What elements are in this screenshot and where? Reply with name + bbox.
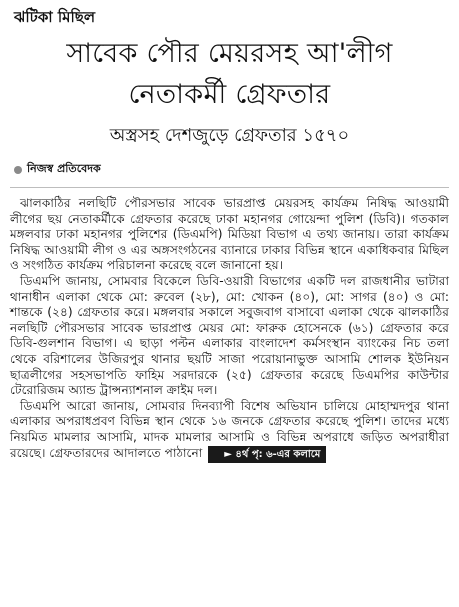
continued-label: ► ৪র্থ পৃ: ৬-এর কলামে xyxy=(208,446,326,464)
paragraph-3-text: ডিএমপি আরো জানায়, সোমবার দিনব্যাপী বিশেষ অভিযান চালিয়ে মোহাম্মদপুর থানা এলাকার অপরাধপ্রবণ বিভিন্ন স্থান থেকে ১৬ জনকে গ্রেফতার করেছে পুলিশ। তাদের মধ্যে নিয়মিত মামলার আসামি, মাদক মামলার আসামি ও বিভিন্ন অপরাধে জড়িত অপরাধীরা রয়েছে। গ্রেফতারদের আদালতে পাঠানো xyxy=(10,398,449,460)
headline xyxy=(10,33,449,115)
article-body xyxy=(10,196,449,463)
headline-line-2: নেতাকর্মী গ্রেফতার xyxy=(128,79,331,110)
paragraph-3 xyxy=(10,399,449,463)
byline xyxy=(14,160,449,179)
subheadline: অস্ত্রসহ দেশজুড়ে গ্রেফতার ১৫৭০ xyxy=(109,125,350,146)
bullet-icon xyxy=(14,166,22,174)
byline-text: নিজস্ব প্রতিবেদক xyxy=(27,162,101,175)
paragraph-1: ঝালকাঠির নলছিটি পৌরসভার সাবেক ভারপ্রাপ্ত মেয়রসহ কার্যক্রম নিষিদ্ধ আওয়ামী লীগের ছয় নেতাকর্মীকে গ্রেফতার করেছে ঢাকা মহানগর গোয়েন্দা পুলিশ (ডিবি)। গতকাল মঙ্গলবার ঢাকা মহানগর পুলিশের (ডিএমপি) মিডিয়া বিভাগ এ তথ্য জানায়। তারা কার্যক্রম নিষিদ্ধ আওয়ামী লীগ ও এর অঙ্গসংগঠনের ব্যানারে ঢাকার বিভিন্ন স্থানে একাধিকবার মিছিল ও সংগঠিত কার্যক্রম পরিচালনা করেছে বলে জানানো হয়। xyxy=(10,196,449,273)
divider xyxy=(10,187,449,188)
paragraph-2: ডিএমপি জানায়, সোমবার বিকেলে ডিবি-ওয়ারী বিভাগের একটি দল রাজধানীর ভাটারা থানাধীন এলাকা থেকে মো: রুবেল (২৮), মো: খোকন (৪০), মো: সাগর (৪০) ও মো: শান্তকে (২৪) গ্রেফতার করে। মঙ্গলবার সকালে সবুজবাগ বাসাবো এলাকা থেকে ঝালকাঠির নলছিটি পৌরসভার সাবেক ভারপ্রাপ্ত মেয়র মো: ফারুক হোসেনকে (৬১) গ্রেফতার করে ডিবি-গুলশান বিভাগ। এ ছাড়া পল্টন এলাকার বাংলাদেশ কর্মসংস্থান ব্যাংকের নিচ তলা থেকে বরিশালের উজিরপুর থানার ছয়টি সাজা পরোয়ানাভুক্ত আসামি শোলক ইউনিয়ন ছাত্রলীগের সহসভাপতি ফাহিম সরদারকে (২৫) গ্রেফতার করেছে ডিএমপির কাউন্টার টেরোরিজম অ্যান্ড ট্রান্সন্যাশনাল ক্রাইম দল। xyxy=(10,273,449,398)
headline-line-1: সাবেক পৌর মেয়রসহ আ'লীগ xyxy=(66,38,393,69)
kicker: ঝটিকা মিছিল xyxy=(14,8,96,26)
continued-text: ৪র্থ পৃ: ৬-এর কলামে xyxy=(235,448,321,460)
